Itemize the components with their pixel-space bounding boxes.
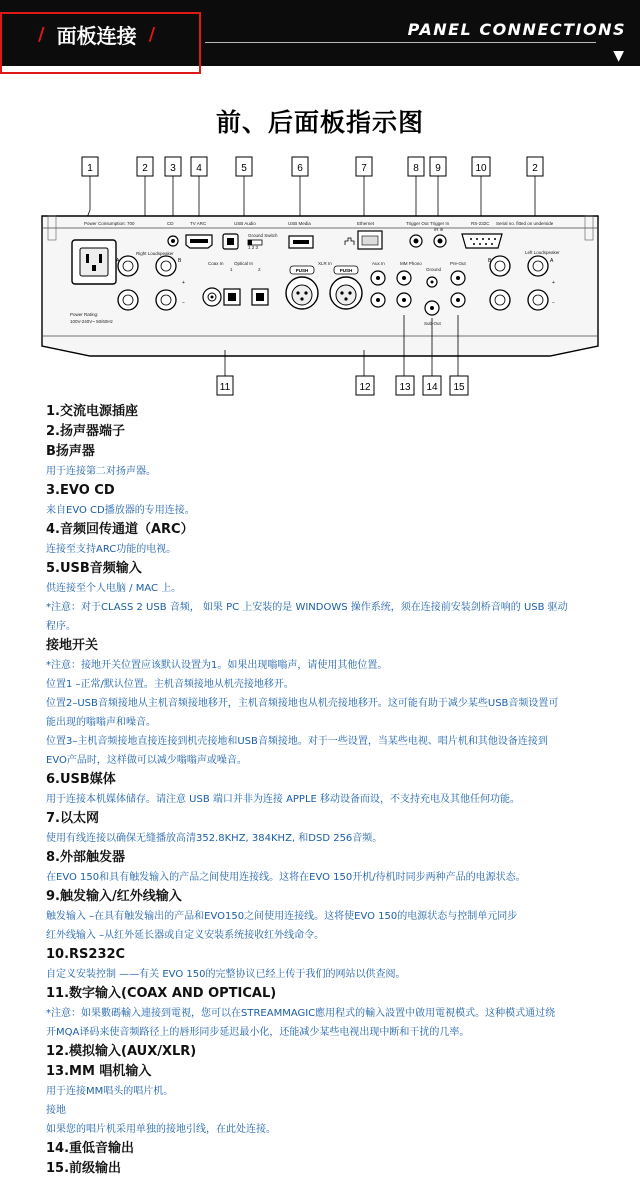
section-heading: 7.以太网 bbox=[46, 811, 99, 826]
callout-1: 1 bbox=[87, 163, 93, 174]
label-l-a: A bbox=[550, 258, 554, 264]
header-banner bbox=[0, 0, 640, 66]
section-heading: 14.重低音输出 bbox=[46, 1141, 135, 1156]
label-voltage: 100V-240V~ 50/60Hz bbox=[70, 319, 113, 324]
section-description: EVO产品时，这样做可以减少嗡嗡声或噪音。 bbox=[46, 755, 247, 766]
label-l-minus: − bbox=[552, 300, 555, 306]
label-ir-in: IR in bbox=[434, 227, 444, 232]
section-heading: 3.EVO CD bbox=[46, 483, 115, 498]
label-optical-1: 1 bbox=[230, 267, 233, 272]
section-heading: 12.模拟输入(AUX/XLR) bbox=[46, 1044, 197, 1059]
speaker-post-l2 bbox=[528, 256, 548, 276]
section-description: 位置3–主机音频接地直接连接到机壳接地和USB音频接地。对于一些设置，当某些电视、唱片机和其他设备连接到 bbox=[46, 736, 548, 747]
callout-2b: 2 bbox=[532, 163, 538, 174]
section-description: 触发输入 –在具有触发输出的产品和EVO150之间使用连接线。这将使EVO 150的电源状态与控制单元同步 bbox=[46, 911, 518, 922]
label-ethernet: Ethernet bbox=[357, 221, 375, 226]
chassis-outline bbox=[42, 216, 598, 356]
rs232c-port bbox=[462, 234, 502, 248]
callout-9: 9 bbox=[435, 163, 441, 174]
callout-8: 8 bbox=[413, 163, 419, 174]
label-usb-audio: USB Audio bbox=[234, 221, 256, 226]
label-r-minus: − bbox=[182, 300, 185, 306]
label-r-b: B bbox=[178, 258, 182, 264]
section-description: 红外线输入 –从红外延长器或自定义安装系统接收红外线命令。 bbox=[46, 930, 325, 941]
label-trigger-in: Trigger In bbox=[430, 221, 450, 226]
slash-right: / bbox=[148, 23, 156, 45]
label-left-loudspeaker: Left Loudspeaker bbox=[525, 250, 560, 255]
label-ground: Ground bbox=[426, 267, 442, 272]
section-heading: B扬声器 bbox=[46, 444, 95, 459]
section-heading: 1.交流电源插座 bbox=[46, 404, 138, 419]
label-r-plus: + bbox=[182, 280, 185, 286]
label-serial: Serial no. fitted on underside bbox=[496, 221, 554, 226]
label-ground-switch: Ground Switch bbox=[248, 233, 278, 238]
label-usb-media: USB Media bbox=[288, 221, 311, 226]
dropdown-arrow-icon: ▼ bbox=[613, 48, 624, 64]
section-description: 位置2–USB音频接地从主机音频接地移开，主机音频接地也从机壳接地移开。这可能有助于减少某些USB音频设置可 bbox=[46, 698, 559, 709]
section-heading: 6.USB媒体 bbox=[46, 772, 116, 787]
speaker-post-r4 bbox=[156, 290, 176, 310]
label-optical-2: 2 bbox=[258, 267, 261, 272]
callout-13: 13 bbox=[399, 382, 411, 393]
connection-descriptions bbox=[46, 402, 606, 1179]
section-description: *注意：如果數碼輸入連接到電視，您可以在STREAMMAGIC應用程式的輸入設置中啟用電視模式。这种模式通过绕 bbox=[46, 1008, 556, 1019]
rear-panel-diagram bbox=[30, 150, 610, 400]
label-aux-in: Aux In bbox=[372, 261, 385, 266]
callout-6: 6 bbox=[297, 163, 303, 174]
label-optical-in: Optical In bbox=[234, 261, 254, 266]
section-description: 来自EVO CD播放器的专用连接。 bbox=[46, 505, 195, 516]
label-tv-arc: TV ARC bbox=[190, 221, 207, 226]
section-heading: 2.扬声器端子 bbox=[46, 424, 125, 439]
section-title-text: 面板连接 bbox=[56, 23, 137, 48]
section-heading: 15.前级输出 bbox=[46, 1161, 122, 1176]
section-heading: 5.USB音频输入 bbox=[46, 561, 142, 576]
callout-11: 11 bbox=[219, 382, 231, 393]
label-r-a: A bbox=[116, 258, 120, 264]
label-xlr-in: XLR In bbox=[318, 261, 332, 266]
callout-12: 12 bbox=[359, 382, 371, 393]
xlr-push-right: PUSH bbox=[339, 268, 353, 273]
label-l-b: B bbox=[488, 258, 492, 264]
callout-14: 14 bbox=[426, 382, 438, 393]
speaker-post-r3 bbox=[118, 290, 138, 310]
label-right-loudspeaker: Right Loudspeaker bbox=[136, 251, 174, 256]
speaker-post-l3 bbox=[490, 290, 510, 310]
section-description: 供连接至个人电脑 / MAC 上。 bbox=[46, 583, 182, 594]
section-heading: 接地开关 bbox=[46, 638, 99, 653]
section-heading: 4.音频回传通道（ARC） bbox=[46, 522, 194, 537]
callout-10: 10 bbox=[475, 163, 487, 174]
section-description: 用于连接MM唱头的唱片机。 bbox=[46, 1086, 174, 1097]
label-pre-out: Pre-Out bbox=[450, 261, 466, 266]
label-sub-out: Sub-Out bbox=[424, 321, 441, 326]
section-description: 如果您的唱片机采用单独的接地引线，在此处连接。 bbox=[46, 1124, 276, 1135]
page-title: 前、后面板指示图 bbox=[215, 108, 424, 137]
label-power-consumption: Power Consumption: 700 bbox=[84, 221, 135, 226]
section-description: *注意：接地开关位置应该默认设置为1。如果出现嗡嗡声，请使用其他位置。 bbox=[46, 660, 388, 671]
section-title-english: PANEL CONNECTIONS bbox=[407, 20, 626, 39]
speaker-post-l1 bbox=[490, 256, 510, 276]
section-description: 使用有线连接以确保无缝播放高清352.8KHZ, 384KHZ, 和DSD 256音频。 bbox=[46, 833, 383, 844]
slash-left: / bbox=[38, 23, 45, 45]
callout-15: 15 bbox=[453, 382, 465, 393]
section-description: 自定义安装控制 ——有关 EVO 150的完整协议已经上传于我们的网站以供查阅。 bbox=[46, 969, 406, 980]
section-description: 在EVO 150和具有触发输入的产品之间使用连接线。这将在EVO 150开机/待机时同步两种产品的电源状态。 bbox=[46, 872, 526, 883]
label-l-plus: + bbox=[552, 280, 555, 286]
section-description: 用于连接第二对扬声器。 bbox=[46, 466, 156, 477]
label-gs-positions: 1 2 3 bbox=[248, 245, 259, 250]
label-cd: CD bbox=[167, 221, 174, 226]
section-description: *注意：对于CLASS 2 USB 音频， 如果 PC 上安装的是 WINDOWS 操作系统，须在连接前安装剑桥音响的 USB 驱动 bbox=[46, 602, 568, 613]
label-trigger-out: Trigger Out bbox=[406, 221, 429, 226]
section-description: 能出现的嗡嗡声和噪音。 bbox=[46, 717, 156, 728]
speaker-post-l4 bbox=[528, 290, 548, 310]
section-description: 程序。 bbox=[46, 621, 76, 632]
xlr-push-left: PUSH bbox=[295, 268, 309, 273]
section-heading: 10.RS232C bbox=[46, 947, 126, 962]
speaker-post-r2 bbox=[156, 256, 176, 276]
callout-3: 3 bbox=[170, 163, 176, 174]
section-heading: 11.数字输入(COAX AND OPTICAL) bbox=[46, 986, 277, 1001]
label-mm-phono: MM Phono bbox=[400, 261, 422, 266]
label-power-rating: Power Rating: bbox=[70, 312, 99, 317]
section-description: 连接至支持ARC功能的电视。 bbox=[46, 544, 177, 555]
section-heading: 9.触发输入/红外线输入 bbox=[46, 889, 182, 904]
callout-4: 4 bbox=[196, 163, 202, 174]
section-description: 接地 bbox=[46, 1105, 66, 1116]
section-heading: 13.MM 唱机输入 bbox=[46, 1064, 152, 1079]
section-heading: 8.外部触发器 bbox=[46, 850, 125, 865]
callout-2a: 2 bbox=[142, 163, 148, 174]
label-rs232c: RS-232C bbox=[471, 221, 490, 226]
banner-divider bbox=[205, 42, 596, 43]
section-description: 用于连接本机媒体储存。请注意 USB 端口并非为连接 APPLE 移动设备而设，不支持充电及其他任何功能。 bbox=[46, 794, 521, 805]
callout-7: 7 bbox=[361, 163, 367, 174]
section-description: 位置1 –正常/默认位置。主机音频接地从机壳接地移开。 bbox=[46, 679, 294, 690]
section-title bbox=[26, 16, 167, 52]
callout-5: 5 bbox=[241, 163, 247, 174]
label-coax-in: Coax In bbox=[208, 261, 224, 266]
section-description: 开MQA译码来使音频路径上的唇形同步延迟最小化，还能减少某些电视出现中断和干扰的几率。 bbox=[46, 1027, 470, 1038]
speaker-post-r1 bbox=[118, 256, 138, 276]
